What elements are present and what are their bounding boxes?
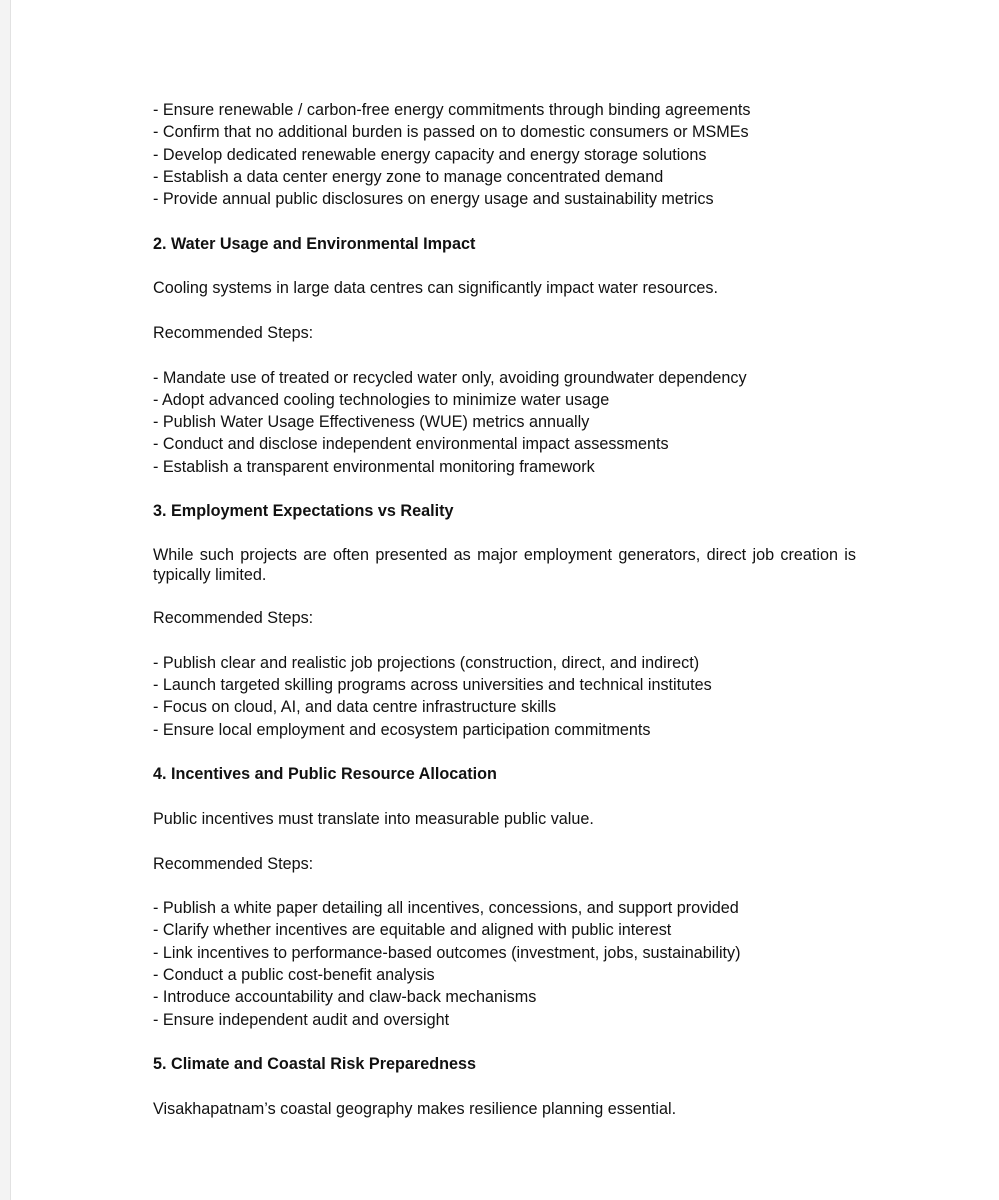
section-incentives (153, 763, 856, 1031)
section-heading: 2. Water Usage and Environmental Impact (153, 234, 476, 253)
list-item: - Conduct and disclose independent environmental impact assessments (153, 435, 669, 454)
steps-label: Recommended Steps: (153, 323, 314, 342)
list-item: - Publish clear and realistic job projections (construction, direct, and indirect) (153, 653, 700, 672)
list-item: - Develop dedicated renewable energy capacity and energy storage solutions (153, 145, 707, 164)
section-heading: 4. Incentives and Public Resource Allocation (153, 765, 497, 784)
intro-list (153, 99, 856, 210)
list-item: - Ensure renewable / carbon-free energy commitments through binding agreements (153, 101, 751, 119)
section-description: Visakhapatnam’s coastal geography makes resilience planning essential. (153, 1099, 677, 1118)
list-item: - Link incentives to performance-based outcomes (investment, jobs, sustainability) (153, 943, 741, 962)
section-water-usage (153, 233, 856, 478)
list-item: - Publish a white paper detailing all incentives, concessions, and support provided (153, 899, 739, 918)
list-item: - Confirm that no additional burden is passed on to domestic consumers or MSMEs (153, 123, 749, 142)
section-description: Public incentives must translate into measurable public value. (153, 809, 594, 828)
list-item: - Ensure independent audit and oversight (153, 1010, 450, 1029)
steps-label: Recommended Steps: (153, 854, 314, 873)
steps-list (153, 652, 856, 741)
list-item: - Provide annual public disclosures on energy usage and sustainability metrics (153, 190, 714, 209)
list-item: - Establish a transparent environmental monitoring framework (153, 457, 595, 476)
document-page (10, 0, 999, 1200)
section-employment (153, 500, 856, 741)
list-item: - Conduct a public cost-benefit analysis (153, 965, 435, 984)
document-body (153, 99, 856, 1120)
steps-list (153, 367, 856, 478)
list-item: - Clarify whether incentives are equitable and aligned with public interest (153, 921, 672, 940)
list-item: - Publish Water Usage Effectiveness (WUE) metrics annually (153, 413, 590, 432)
list-item: - Mandate use of treated or recycled water only, avoiding groundwater dependency (153, 368, 747, 387)
section-climate-risk (153, 1053, 856, 1120)
list-item: - Introduce accountability and claw-back mechanisms (153, 988, 537, 1007)
section-description: While such projects are often presented as major employment generators, direct job creation is typically limited. (153, 545, 856, 584)
list-item: - Launch targeted skilling programs across universities and technical institutes (153, 676, 712, 695)
steps-list (153, 897, 856, 1031)
section-description: Cooling systems in large data centres can significantly impact water resources. (153, 279, 719, 298)
section-heading: 5. Climate and Coastal Risk Preparedness (153, 1055, 476, 1074)
list-item: - Ensure local employment and ecosystem participation commitments (153, 720, 651, 739)
list-item: - Focus on cloud, AI, and data centre infrastructure skills (153, 698, 557, 717)
list-item: - Adopt advanced cooling technologies to minimize water usage (153, 390, 610, 409)
list-item: - Establish a data center energy zone to manage concentrated demand (153, 167, 664, 186)
steps-label: Recommended Steps: (153, 609, 314, 628)
section-heading: 3. Employment Expectations vs Reality (153, 502, 454, 521)
